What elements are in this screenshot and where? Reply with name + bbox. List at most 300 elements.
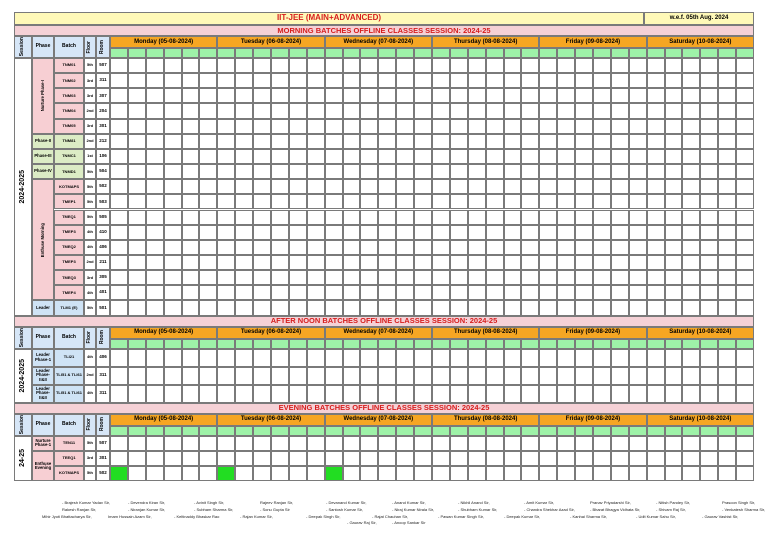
phase-header (32, 414, 54, 436)
session-header (14, 414, 32, 436)
floor-cell-text: 4th (87, 289, 93, 295)
phase-header-text: Phase (35, 420, 51, 427)
schedule-cell (575, 255, 593, 270)
schedule-cell (307, 179, 325, 194)
slot-header-cell (682, 426, 700, 436)
schedule-cell (199, 210, 217, 225)
slot-header-cell (414, 339, 432, 349)
schedule-cell (343, 466, 361, 481)
schedule-cell (736, 225, 754, 240)
faculty-name: Mihir Jyoti Bhattacharya Sir, (42, 514, 92, 519)
schedule-cell (343, 349, 361, 367)
slot-header-cell (199, 48, 217, 58)
schedule-cell (396, 210, 414, 225)
schedule-cell (110, 436, 128, 451)
schedule-cell (414, 300, 432, 315)
schedule-cell (450, 466, 468, 481)
schedule-cell (182, 270, 200, 285)
schedule-cell (414, 73, 432, 88)
room-cell-text: 212 (99, 137, 107, 143)
day-header-text: Thursday (08-08-2024) (453, 38, 518, 45)
floor-cell (84, 240, 96, 255)
slot-header-cell (289, 48, 307, 58)
phase-cell-text: Nurture Phase-1 (34, 437, 52, 448)
schedule-cell (396, 367, 414, 385)
slot-header-cell (307, 48, 325, 58)
schedule-cell (504, 255, 522, 270)
schedule-cell (271, 300, 289, 315)
slot-header-cell (307, 339, 325, 349)
schedule-cell (110, 385, 128, 403)
schedule-cell (217, 149, 235, 164)
schedule-cell (575, 349, 593, 367)
schedule-cell (521, 240, 539, 255)
schedule-cell (289, 210, 307, 225)
schedule-cell (110, 466, 128, 481)
schedule-cell (575, 270, 593, 285)
schedule-cell (665, 149, 683, 164)
phase-cell-text: Leader Phase-II&II (36, 385, 50, 400)
room-cell-text: 311 (99, 390, 107, 396)
schedule-cell (682, 134, 700, 149)
day-header-text: Friday (09-08-2024) (565, 38, 621, 45)
schedule-cell (629, 179, 647, 194)
room-cell (96, 436, 110, 451)
schedule-cell (611, 58, 629, 73)
schedule-cell (360, 88, 378, 103)
schedule-cell (700, 58, 718, 73)
page-title: IIT-JEE (MAIN+ADVANCED) (14, 12, 644, 25)
schedule-cell (504, 349, 522, 367)
floor-cell-text: 5th (87, 198, 93, 204)
schedule-cell (593, 466, 611, 481)
slot-header-cell (360, 48, 378, 58)
schedule-cell (217, 300, 235, 315)
schedule-cell (343, 225, 361, 240)
slot-header-cell (486, 339, 504, 349)
room-header (96, 327, 110, 349)
slot-header-cell (343, 426, 361, 436)
schedule-cell (253, 179, 271, 194)
schedule-cell (593, 73, 611, 88)
schedule-cell (468, 225, 486, 240)
schedule-cell (521, 270, 539, 285)
schedule-cell (217, 367, 235, 385)
schedule-cell (539, 210, 557, 225)
schedule-cell (736, 164, 754, 179)
schedule-cell (360, 149, 378, 164)
schedule-cell (128, 255, 146, 270)
schedule-cell (450, 58, 468, 73)
room-cell-text: 504 (99, 168, 107, 174)
schedule-cell (647, 367, 665, 385)
schedule-cell (110, 103, 128, 118)
batch-cell-text: TMEQ2 (62, 244, 76, 250)
schedule-cell (289, 436, 307, 451)
schedule-cell (182, 349, 200, 367)
schedule-cell (682, 270, 700, 285)
day-header-text: Wednesday (07-08-2024) (343, 38, 414, 45)
schedule-cell (450, 367, 468, 385)
schedule-cell (343, 300, 361, 315)
schedule-cell (736, 194, 754, 209)
schedule-cell (289, 58, 307, 73)
faculty-name: - Niranjan Kumar Sir, (128, 507, 166, 512)
schedule-cell (718, 210, 736, 225)
schedule-cell (325, 194, 343, 209)
schedule-cell (486, 134, 504, 149)
slot-header-cell (468, 339, 486, 349)
schedule-cell (486, 466, 504, 481)
schedule-cell (629, 225, 647, 240)
schedule-cell (271, 134, 289, 149)
schedule-cell (647, 119, 665, 134)
schedule-cell (557, 285, 575, 300)
schedule-cell (325, 451, 343, 466)
slot-header-cell (396, 48, 414, 58)
schedule-cell (539, 466, 557, 481)
schedule-cell (343, 88, 361, 103)
schedule-cell (539, 58, 557, 73)
session-header (14, 36, 32, 58)
floor-cell (84, 466, 96, 481)
schedule-cell (110, 134, 128, 149)
floor-cell (84, 58, 96, 73)
room-cell (96, 300, 110, 315)
schedule-cell (521, 225, 539, 240)
floor-cell-text: 2nd (86, 138, 94, 144)
schedule-cell (450, 451, 468, 466)
schedule-cell (396, 103, 414, 118)
schedule-cell (378, 466, 396, 481)
schedule-cell (146, 210, 164, 225)
schedule-cell (486, 451, 504, 466)
faculty-name: - Shubham Kumar Sir, (458, 507, 498, 512)
schedule-cell (521, 88, 539, 103)
slot-header-cell (289, 426, 307, 436)
schedule-cell (486, 240, 504, 255)
schedule-cell (199, 164, 217, 179)
schedule-cell (414, 134, 432, 149)
schedule-cell (539, 285, 557, 300)
schedule-cell (468, 73, 486, 88)
faculty-name: - Brajesh Kumar Yadav Sir, (62, 500, 110, 505)
schedule-cell (110, 367, 128, 385)
schedule-cell (468, 466, 486, 481)
schedule-cell (486, 255, 504, 270)
schedule-cell (736, 210, 754, 225)
schedule-cell (575, 58, 593, 73)
floor-cell (84, 385, 96, 403)
schedule-cell (575, 300, 593, 315)
schedule-cell (396, 58, 414, 73)
schedule-cell (647, 103, 665, 118)
schedule-cell (235, 270, 253, 285)
section-title-text: EVENING BATCHES OFFLINE CLASSES SESSION: 2024-25 (278, 403, 490, 413)
schedule-cell (665, 134, 683, 149)
schedule-cell (289, 367, 307, 385)
phase-cell (32, 149, 54, 164)
day-header (539, 414, 646, 426)
schedule-cell (611, 349, 629, 367)
schedule-cell (289, 119, 307, 134)
schedule-cell (146, 270, 164, 285)
phase-cell-text: Nurture Phase-I (39, 80, 45, 112)
batch-header (54, 414, 84, 436)
schedule-cell (289, 270, 307, 285)
schedule-cell (647, 194, 665, 209)
schedule-cell (307, 466, 325, 481)
schedule-cell (325, 349, 343, 367)
schedule-cell (736, 466, 754, 481)
batch-cell (54, 73, 84, 88)
batch-cell-text: TNM81 (62, 138, 76, 144)
room-cell (96, 210, 110, 225)
schedule-cell (146, 385, 164, 403)
schedule-cell (521, 179, 539, 194)
schedule-cell (736, 436, 754, 451)
schedule-cell (504, 88, 522, 103)
schedule-cell (182, 194, 200, 209)
schedule-cell (682, 119, 700, 134)
schedule-cell (575, 73, 593, 88)
slot-header-cell (182, 339, 200, 349)
schedule-cell (235, 103, 253, 118)
schedule-cell (164, 385, 182, 403)
schedule-cell (682, 194, 700, 209)
schedule-cell (360, 240, 378, 255)
room-cell-text: 305 (99, 274, 107, 280)
schedule-cell (182, 134, 200, 149)
room-cell-text: 505 (99, 213, 107, 219)
slot-header-cell (432, 426, 450, 436)
schedule-cell (539, 385, 557, 403)
schedule-cell (414, 210, 432, 225)
schedule-cell (325, 240, 343, 255)
phase-header-text: Phase (35, 333, 51, 340)
schedule-cell (575, 210, 593, 225)
schedule-cell (521, 73, 539, 88)
schedule-cell (253, 134, 271, 149)
schedule-cell (575, 119, 593, 134)
room-cell (96, 119, 110, 134)
schedule-cell (629, 58, 647, 73)
room-header (96, 414, 110, 436)
batch-cell-text: TMEP4 (62, 289, 76, 295)
schedule-cell (307, 88, 325, 103)
schedule-cell (360, 225, 378, 240)
schedule-cell (647, 255, 665, 270)
schedule-cell (414, 225, 432, 240)
schedule-cell (593, 451, 611, 466)
schedule-cell (325, 436, 343, 451)
schedule-cell (486, 73, 504, 88)
schedule-cell (700, 149, 718, 164)
schedule-cell (736, 88, 754, 103)
schedule-cell (611, 270, 629, 285)
schedule-cell (611, 300, 629, 315)
schedule-cell (629, 385, 647, 403)
schedule-cell (450, 225, 468, 240)
schedule-cell (396, 385, 414, 403)
schedule-cell (539, 164, 557, 179)
schedule-cell (486, 385, 504, 403)
schedule-cell (199, 451, 217, 466)
schedule-cell (343, 179, 361, 194)
schedule-cell (414, 367, 432, 385)
slot-header-cell (307, 426, 325, 436)
slot-header-cell (682, 48, 700, 58)
schedule-cell (146, 119, 164, 134)
slot-header-cell (217, 339, 235, 349)
floor-header (84, 327, 96, 349)
schedule-cell (307, 349, 325, 367)
schedule-cell (110, 194, 128, 209)
schedule-cell (217, 103, 235, 118)
schedule-cell (343, 103, 361, 118)
floor-cell-text: 3rd (86, 274, 94, 280)
schedule-cell (182, 210, 200, 225)
schedule-cell (253, 300, 271, 315)
schedule-cell (164, 349, 182, 367)
slot-header-cell (557, 339, 575, 349)
room-cell (96, 285, 110, 300)
schedule-cell (414, 119, 432, 134)
schedule-cell (235, 210, 253, 225)
session-header (14, 327, 32, 349)
slot-header-cell (396, 339, 414, 349)
schedule-cell (432, 300, 450, 315)
schedule-cell (164, 270, 182, 285)
room-cell-text: 503 (99, 198, 107, 204)
room-cell-text: 410 (99, 228, 107, 234)
schedule-cell (235, 436, 253, 451)
schedule-cell (360, 134, 378, 149)
schedule-cell (432, 451, 450, 466)
batch-cell-text: TMEP3 (62, 229, 76, 235)
schedule-cell (271, 255, 289, 270)
schedule-cell (325, 103, 343, 118)
schedule-cell (307, 367, 325, 385)
schedule-cell (378, 73, 396, 88)
batch-cell-text: TLI21 (63, 354, 75, 360)
slot-header-cell (253, 339, 271, 349)
day-header-text: Monday (05-08-2024) (134, 329, 194, 336)
schedule-cell (307, 194, 325, 209)
room-cell-text: 311 (99, 372, 107, 378)
schedule-cell (432, 119, 450, 134)
room-cell-text: 204 (99, 107, 107, 113)
schedule-cell (468, 255, 486, 270)
schedule-cell (164, 164, 182, 179)
schedule-cell (629, 149, 647, 164)
phase-cell-text: Phase-II (34, 138, 52, 144)
schedule-cell (146, 179, 164, 194)
slot-header-cell (217, 426, 235, 436)
room-cell (96, 149, 110, 164)
schedule-cell (217, 466, 235, 481)
schedule-cell (432, 58, 450, 73)
schedule-cell (575, 103, 593, 118)
schedule-cell (271, 285, 289, 300)
schedule-cell (521, 255, 539, 270)
floor-header (84, 36, 96, 58)
slot-header-cell (164, 339, 182, 349)
day-header-text: Saturday (10-08-2024) (669, 416, 732, 423)
schedule-cell (325, 210, 343, 225)
schedule-cell (629, 270, 647, 285)
schedule-cell (557, 210, 575, 225)
schedule-cell (575, 466, 593, 481)
schedule-cell (575, 149, 593, 164)
schedule-cell (182, 103, 200, 118)
schedule-cell (593, 385, 611, 403)
schedule-cell (235, 225, 253, 240)
schedule-cell (647, 164, 665, 179)
schedule-cell (450, 103, 468, 118)
schedule-cell (128, 240, 146, 255)
phase-cell-text: Leader Phase-1 (34, 352, 52, 362)
slot-header-cell (253, 48, 271, 58)
schedule-cell (700, 103, 718, 118)
effective-date: w.e.f. 05th Aug. 2024 (644, 12, 754, 25)
schedule-cell (682, 255, 700, 270)
faculty-name: - Amit Kumar Sir, (524, 500, 555, 505)
slot-header-cell (557, 426, 575, 436)
session-label (14, 58, 32, 316)
schedule-cell (557, 255, 575, 270)
section-title (14, 403, 754, 414)
schedule-cell (700, 240, 718, 255)
schedule-cell (682, 88, 700, 103)
schedule-cell (235, 385, 253, 403)
schedule-cell (718, 367, 736, 385)
schedule-cell (253, 73, 271, 88)
schedule-cell (235, 255, 253, 270)
schedule-cell (718, 119, 736, 134)
schedule-cell (486, 349, 504, 367)
faculty-name: - Keltinaddy Bhaskar Rao (174, 514, 220, 519)
schedule-cell (593, 134, 611, 149)
schedule-cell (718, 270, 736, 285)
schedule-cell (450, 73, 468, 88)
schedule-cell (593, 225, 611, 240)
schedule-cell (557, 270, 575, 285)
faculty-name: - Rajat Chauhan Sir, (372, 514, 409, 519)
schedule-cell (343, 134, 361, 149)
schedule-cell (110, 225, 128, 240)
schedule-cell (682, 285, 700, 300)
schedule-cell (611, 134, 629, 149)
schedule-cell (199, 88, 217, 103)
schedule-cell (486, 58, 504, 73)
schedule-cell (665, 194, 683, 209)
slot-header-cell (486, 426, 504, 436)
schedule-cell (271, 103, 289, 118)
day-header (539, 327, 646, 339)
schedule-cell (450, 285, 468, 300)
day-header (539, 36, 646, 48)
slot-header-cell (593, 339, 611, 349)
schedule-cell (539, 240, 557, 255)
floor-cell-text: 5th (87, 440, 93, 446)
schedule-cell (378, 349, 396, 367)
schedule-cell (700, 436, 718, 451)
faculty-name: - Udit Kumar Sahu Sir, (636, 514, 676, 519)
schedule-cell (611, 466, 629, 481)
schedule-cell (414, 285, 432, 300)
schedule-cell (110, 58, 128, 73)
